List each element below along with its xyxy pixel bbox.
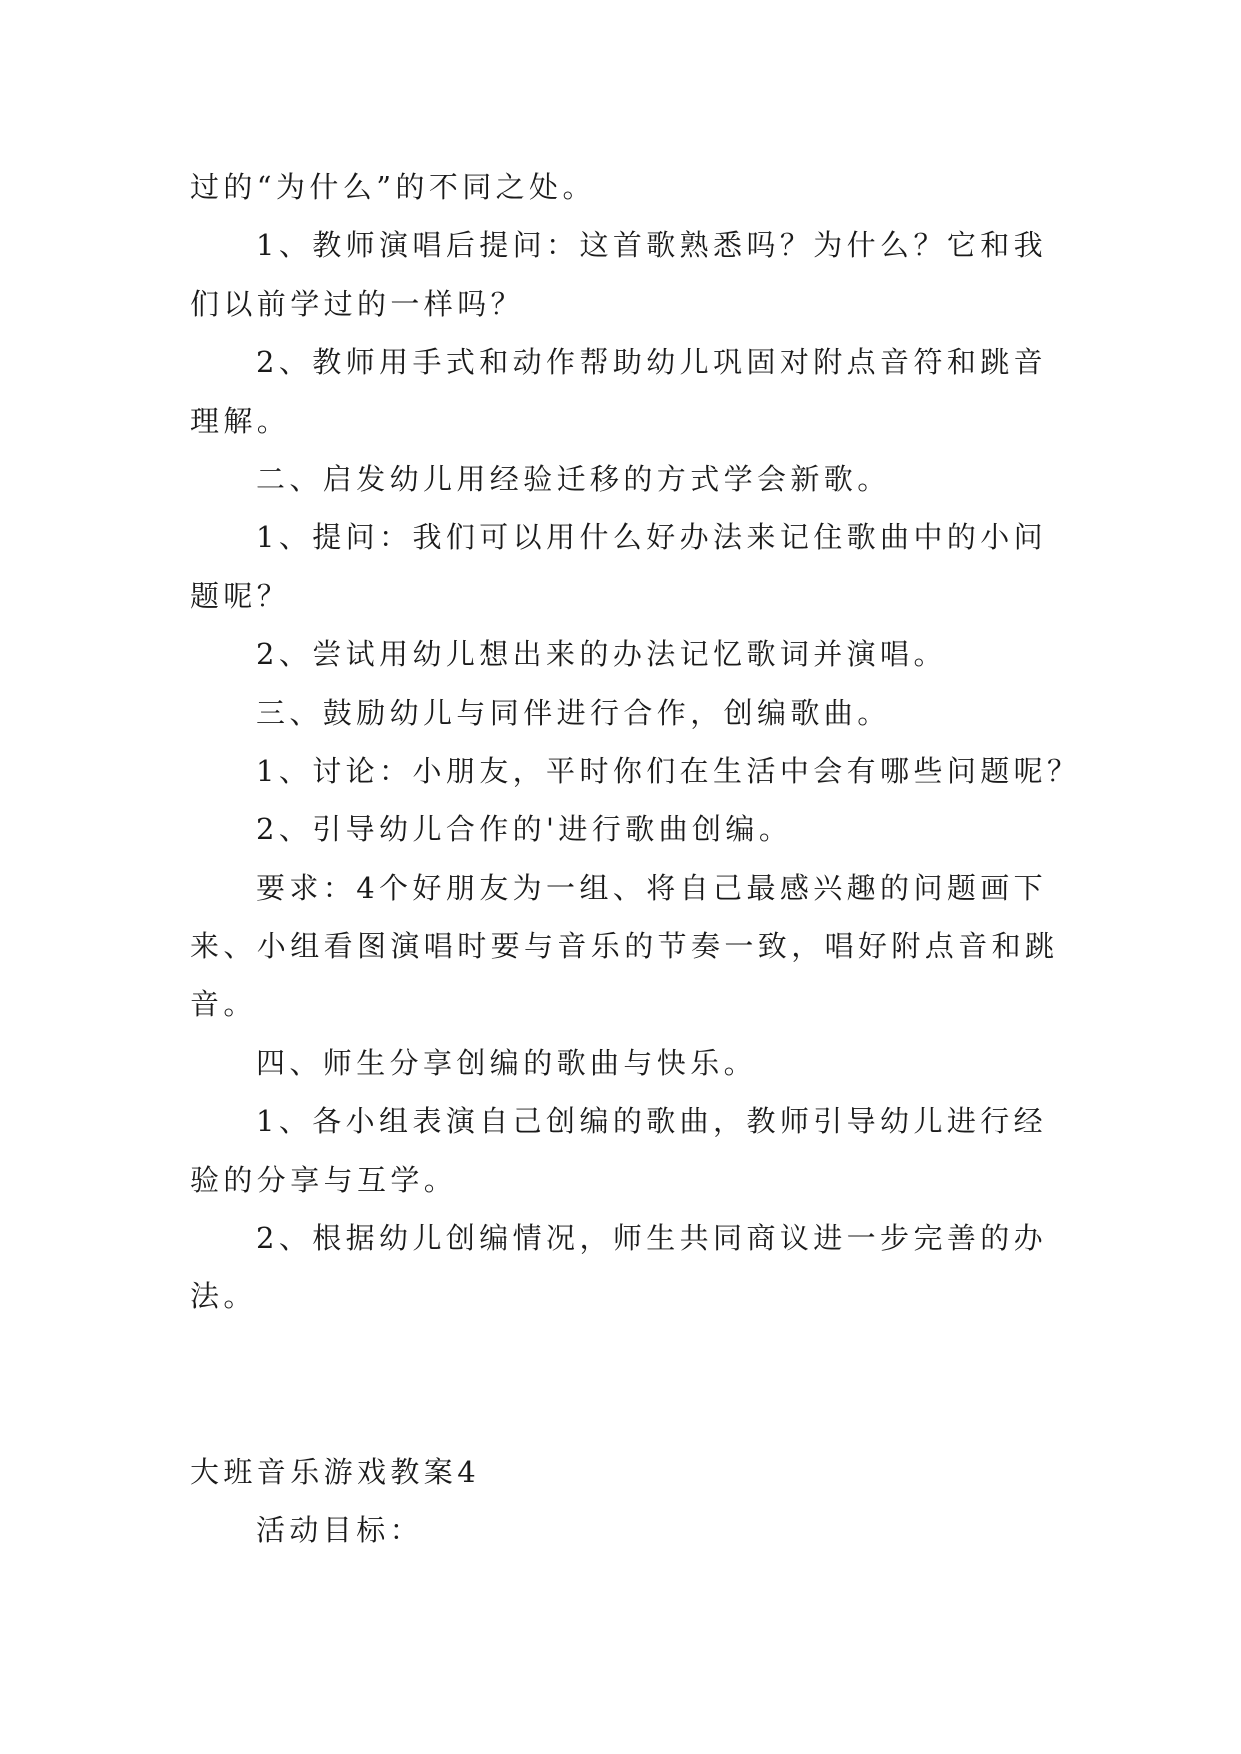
section-gap	[190, 1326, 1058, 1443]
paragraph-line: 1、提问：我们可以用什么好办法来记住歌曲中的小问	[256, 520, 1048, 555]
paragraph-line: 1、各小组表演自己创编的歌曲，教师引导幼儿进行经	[256, 1104, 1048, 1139]
paragraph-line: 2、根据幼儿创编情况，师生共同商议进一步完善的办	[256, 1221, 1048, 1256]
section-heading-line: 二、启发幼儿用经验迁移的方式学会新歌。	[256, 461, 891, 496]
section-heading-line: 三、鼓励幼儿与同伴进行合作，创编歌曲。	[256, 695, 891, 730]
activity-goals-heading: 活动目标：	[256, 1513, 424, 1548]
document-body	[190, 158, 1081, 1560]
paragraph-line: 来、小组看图演唱时要与音乐的节奏一致，唱好附点音和跳	[190, 929, 1059, 964]
paragraph-line: 理解。	[190, 403, 291, 438]
paragraph-line: 法。	[190, 1279, 257, 1314]
section-heading-line: 四、师生分享创编的歌曲与快乐。	[256, 1045, 758, 1080]
lesson-plan-title: 大班音乐游戏教案4	[190, 1454, 481, 1489]
paragraph-line: 要求：4个好朋友为一组、将自己最感兴趣的问题画下	[256, 870, 1048, 905]
paragraph-line: 过的“为什么”的不同之处。	[190, 170, 596, 204]
paragraph-line: 2、教师用手式和动作帮助幼儿巩固对附点音符和跳音	[256, 345, 1048, 380]
paragraph-line: 1、讨论：小朋友，平时你们在生活中会有哪些问题呢？	[256, 753, 1081, 788]
paragraph-line: 2、引导幼儿合作的'进行歌曲创编。	[256, 812, 793, 847]
paragraph-line: 验的分享与互学。	[190, 1162, 458, 1197]
paragraph-line: 2、尝试用幼儿想出来的办法记忆歌词并演唱。	[256, 637, 947, 672]
paragraph-line: 题呢？	[190, 578, 291, 613]
paragraph-line: 们以前学过的一样吗？	[190, 286, 525, 321]
paragraph-line: 1、教师演唱后提问：这首歌熟悉吗？为什么？它和我	[256, 228, 1048, 263]
paragraph-line: 音。	[190, 987, 257, 1022]
